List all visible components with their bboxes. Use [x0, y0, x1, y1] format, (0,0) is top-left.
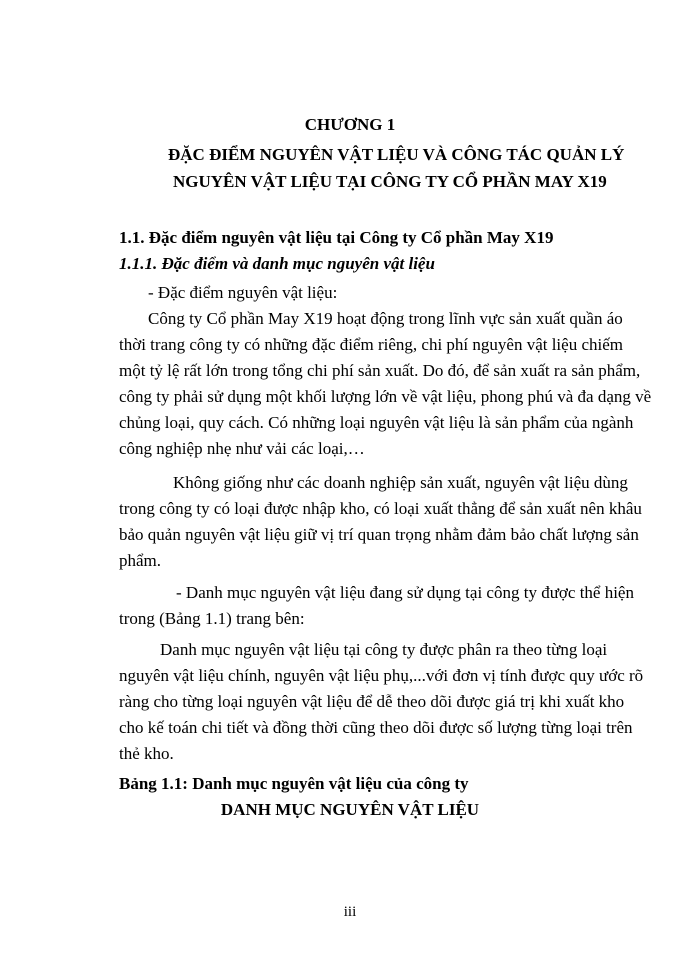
paragraph-line: - Danh mục nguyên vật liệu đang sử dụng tại công ty được thể hiện	[176, 583, 634, 602]
paragraph-line: nguyên vật liệu chính, nguyên vật liệu phụ,...với đơn vị tính được quy ước rõ	[119, 666, 644, 685]
table-title: DANH MỤC NGUYÊN VẬT LIỆU	[220, 800, 480, 819]
paragraph-line: trong (Bảng 1.1) trang bên:	[119, 609, 305, 628]
paragraph-line: chủng loại, quy cách. Có những loại nguyên vật liệu là sản phẩm của ngành	[119, 413, 634, 432]
paragraph-intro: - Đặc điểm nguyên vật liệu:	[148, 283, 338, 302]
subsection-heading: 1.1.1. Đặc điểm và danh mục nguyên vật liệu	[119, 254, 435, 273]
paragraph-line: một tỷ lệ rất lớn trong tổng chi phí sản xuất. Do đó, để sản xuất ra sản phẩm,	[119, 361, 641, 380]
paragraph-line: công ty phải sử dụng một khối lượng lớn về vật liệu, phong phú và đa dạng về	[119, 387, 652, 406]
section-heading: 1.1. Đặc điểm nguyên vật liệu tại Công ty Cổ phần May X19	[119, 228, 554, 247]
paragraph-line: ràng cho từng loại nguyên vật liệu để dễ theo dõi được giá trị khi xuất kho	[119, 692, 625, 711]
paragraph-line: phẩm.	[119, 551, 162, 570]
chapter-title-line-1: ĐẶC ĐIỂM NGUYÊN VẬT LIỆU VÀ CÔNG TÁC QUẢN LÝ	[168, 145, 625, 164]
paragraph-line: trong công ty có loại được nhập kho, có loại xuất thẳng để sản xuất nên khâu	[119, 499, 642, 518]
page-number: iii	[343, 904, 357, 920]
chapter-label: CHƯƠNG 1	[304, 115, 396, 134]
paragraph-line: Không giống như các doanh nghiệp sản xuất, nguyên vật liệu dùng	[173, 473, 628, 492]
paragraph-line: thời trang công ty có những đặc điểm riêng, chi phí nguyên vật liệu chiếm	[119, 335, 623, 354]
paragraph-line: Danh mục nguyên vật liệu tại công ty được phân ra theo từng loại	[160, 640, 608, 659]
paragraph-line: cho kế toán chi tiết và đồng thời cũng theo dõi được số lượng từng loại trên	[119, 718, 633, 737]
paragraph-line: thẻ kho.	[119, 744, 174, 763]
chapter-title-line-2: NGUYÊN VẬT LIỆU TẠI CÔNG TY CỔ PHẦN MAY X19	[173, 172, 607, 191]
paragraph-line: Công ty Cổ phần May X19 hoạt động trong lĩnh vực sản xuất quần áo	[148, 309, 623, 328]
paragraph-line: công nghiệp nhẹ như vải các loại,…	[119, 439, 365, 458]
paragraph-line: bảo quản nguyên vật liệu giữ vị trí quan trọng nhằm đảm bảo chất lượng sản	[119, 525, 639, 544]
table-caption: Bảng 1.1: Danh mục nguyên vật liệu của công ty	[119, 774, 469, 793]
